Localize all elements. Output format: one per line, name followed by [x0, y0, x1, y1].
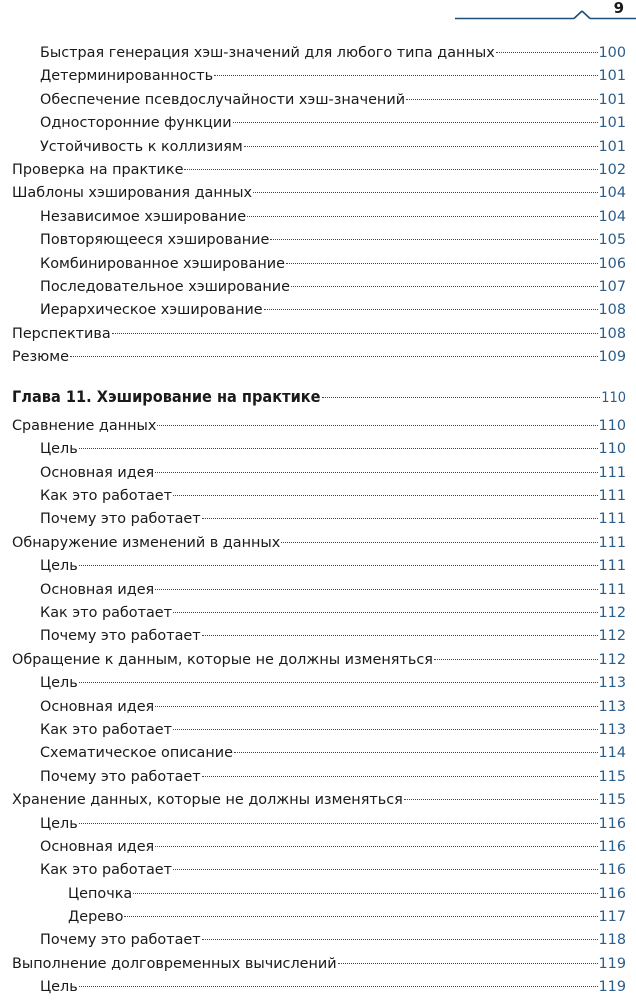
toc-entry — [12, 229, 626, 252]
dot-leader — [253, 192, 597, 193]
toc-entry-title: Перспектива — [12, 325, 111, 342]
toc-entry-title: Дерево — [68, 909, 124, 926]
toc-entry-title: Детерминированность — [40, 68, 214, 85]
toc-entry — [12, 813, 626, 836]
toc-entry-page: 110 — [598, 441, 626, 458]
toc-entry — [12, 906, 626, 929]
toc-entry — [12, 696, 626, 719]
toc-entry-page: 104 — [598, 208, 626, 225]
dot-leader — [79, 682, 598, 683]
toc-entry — [12, 415, 626, 438]
toc-entry-title: Быстрая генерация хэш-значений для любого типа данных — [40, 45, 495, 61]
toc-entry — [12, 159, 626, 182]
toc-entry-page: 112 — [598, 604, 626, 621]
header-rule — [0, 0, 636, 36]
toc-entry-page: 116 — [598, 862, 626, 879]
toc-entry-title: Почему это работает — [40, 768, 201, 785]
toc-entry-title: Обнаружение изменений в данных — [12, 534, 281, 551]
toc-entry-page: 104 — [598, 185, 626, 202]
toc-entry-page: 101 — [598, 115, 626, 132]
toc-entry — [12, 579, 626, 602]
toc-entry — [12, 182, 626, 205]
toc-entry — [12, 65, 626, 88]
dot-leader — [79, 823, 598, 824]
toc-entry-title: Почему это работает — [40, 511, 201, 528]
toc-entry-title: Цель — [40, 675, 78, 692]
toc-entry-page: 119 — [598, 955, 626, 972]
dot-leader — [157, 425, 597, 426]
toc-entry-title: Сравнение данных — [12, 417, 157, 434]
toc-entry-page: 118 — [598, 932, 626, 949]
dot-leader — [234, 752, 598, 753]
toc-entry-title: Проверка на практике — [12, 161, 184, 178]
toc-entry — [12, 136, 626, 159]
toc-entry — [12, 42, 626, 65]
dot-leader — [214, 75, 597, 76]
dot-leader — [202, 518, 598, 519]
dot-leader — [434, 659, 598, 660]
toc-entry-page: 111 — [598, 581, 626, 598]
toc-entry-title: Последовательное хэширование — [40, 278, 290, 295]
toc-entry-title: Иерархическое хэширование — [40, 302, 263, 319]
toc-entry-page: 105 — [598, 232, 626, 249]
dot-leader — [496, 52, 598, 53]
toc-entry-title: Хранение данных, которые не должны изменяться — [12, 792, 403, 809]
table-of-contents — [12, 42, 626, 1000]
toc-entry-page: 111 — [598, 464, 626, 481]
toc-entry-title: Как это работает — [40, 488, 173, 505]
toc-entry-title: Цель — [40, 979, 78, 996]
toc-entry-page: 112 — [598, 651, 626, 668]
dot-leader — [155, 846, 597, 847]
toc-entry-page: 111 — [598, 558, 626, 575]
toc-entry-page: 111 — [598, 534, 626, 551]
toc-entry-title: Резюме — [12, 349, 70, 366]
dot-leader — [173, 495, 597, 496]
toc-entry — [12, 438, 626, 461]
dot-leader — [406, 99, 597, 100]
toc-entry-title: Почему это работает — [40, 628, 201, 645]
toc-entry-page: 108 — [598, 302, 626, 319]
toc-entry-title: Основная идея — [40, 698, 155, 715]
dot-leader — [70, 356, 598, 357]
toc-entry-page: 114 — [598, 745, 626, 762]
toc-entry — [12, 649, 626, 672]
dot-leader — [202, 635, 598, 636]
toc-entry — [12, 789, 626, 812]
toc-entry-title: Обеспечение псевдослучайности хэш-значений — [40, 91, 406, 108]
dot-leader — [173, 729, 597, 730]
toc-entry-page: 101 — [598, 68, 626, 85]
toc-entry — [12, 346, 626, 369]
toc-entry-page: 111 — [598, 488, 626, 505]
toc-entry-title: Комбинированное хэширование — [40, 255, 285, 272]
toc-entry — [12, 742, 626, 765]
page-number: 9 — [613, 0, 624, 17]
toc-entry-page: 113 — [598, 675, 626, 692]
toc-entry-page: 115 — [598, 768, 626, 785]
toc-entry-title: Устойчивость к коллизиям — [40, 138, 243, 155]
toc-entry-title: Глава 11. Хэширование на практике — [12, 387, 321, 407]
dot-leader — [281, 542, 597, 543]
toc-entry-page: 101 — [598, 138, 626, 155]
dot-leader — [233, 122, 598, 123]
toc-entry-page: 113 — [598, 721, 626, 738]
toc-entry-title: Обращение к данным, которые не должны изменяться — [12, 651, 433, 668]
toc-entry — [12, 929, 626, 952]
toc-entry — [12, 299, 626, 322]
toc-entry — [12, 836, 626, 859]
toc-entry — [12, 253, 626, 276]
toc-entry-title: Независимое хэширование — [40, 208, 247, 225]
toc-entry — [12, 532, 626, 555]
toc-entry — [12, 602, 626, 625]
dot-leader — [173, 869, 597, 870]
toc-entry-title: Цель — [40, 815, 78, 832]
toc-entry-page: 113 — [598, 698, 626, 715]
toc-entry — [12, 89, 626, 112]
dot-leader — [270, 239, 597, 240]
toc-entry-page: 116 — [598, 885, 626, 902]
dot-leader — [155, 472, 597, 473]
toc-entry-title: Цель — [40, 441, 78, 458]
toc-entry — [12, 112, 626, 135]
toc-entry-title: Повторяющееся хэширование — [40, 232, 270, 249]
toc-entry-page: 110 — [601, 390, 626, 407]
toc-entry — [12, 883, 626, 906]
toc-entry-page: 102 — [598, 161, 626, 178]
dot-leader — [322, 397, 601, 398]
toc-entry-title: Схематическое описание — [40, 745, 233, 762]
dot-leader — [133, 893, 597, 894]
toc-entry — [12, 206, 626, 229]
toc-entry-title: Основная идея — [40, 464, 155, 481]
toc-entry-title: Цель — [40, 558, 78, 575]
toc-entry-page: 108 — [598, 325, 626, 342]
dot-leader — [202, 939, 598, 940]
dot-leader — [155, 589, 597, 590]
toc-entry — [12, 953, 626, 976]
toc-entry — [12, 276, 626, 299]
toc-entry-page: 101 — [598, 91, 626, 108]
toc-entry-title: Основная идея — [40, 838, 155, 855]
dot-leader — [338, 963, 598, 964]
toc-entry-title: Выполнение долговременных вычислений — [12, 955, 337, 972]
dot-leader — [112, 333, 598, 334]
toc-entry-page: 115 — [598, 792, 626, 809]
toc-entry-page: 107 — [598, 278, 626, 295]
toc-entry-page: 106 — [598, 255, 626, 272]
toc-entry-page: 112 — [598, 628, 626, 645]
toc-entry-title: Как это работает — [40, 862, 173, 879]
toc-entry — [12, 766, 626, 789]
toc-entry — [12, 508, 626, 531]
toc-entry-title: Шаблоны хэширования данных — [12, 185, 253, 202]
toc-entry-page: 119 — [598, 979, 626, 996]
dot-leader — [291, 286, 598, 287]
dot-leader — [184, 169, 597, 170]
toc-entry — [12, 976, 626, 999]
toc-entry — [12, 323, 626, 346]
toc-entry-title: Как это работает — [40, 721, 173, 738]
toc-entry — [12, 672, 626, 695]
toc-entry-title: Почему это работает — [40, 932, 201, 949]
toc-entry-page: 116 — [598, 838, 626, 855]
toc-entry — [12, 485, 626, 508]
toc-entry-page: 116 — [598, 815, 626, 832]
dot-leader — [264, 309, 598, 310]
page-header — [0, 0, 636, 36]
dot-leader — [155, 706, 597, 707]
dot-leader — [404, 799, 598, 800]
dot-leader — [202, 776, 598, 777]
toc-entry-page: 109 — [598, 349, 626, 366]
toc-entry-page: 100 — [598, 45, 626, 61]
toc-entry — [12, 462, 626, 485]
dot-leader — [79, 986, 598, 987]
toc-entry-title: Односторонние функции — [40, 115, 232, 132]
toc-entry — [12, 719, 626, 742]
toc-entry — [12, 625, 626, 648]
dot-leader — [79, 565, 598, 566]
toc-entry-title: Основная идея — [40, 581, 155, 598]
toc-entry-title: Цепочка — [68, 885, 133, 902]
dot-leader — [244, 146, 598, 147]
toc-entry-page: 110 — [598, 417, 626, 434]
dot-leader — [286, 263, 598, 264]
toc-chapter-entry — [12, 385, 626, 408]
dot-leader — [79, 448, 598, 449]
dot-leader — [173, 612, 597, 613]
dot-leader — [247, 216, 597, 217]
toc-entry — [12, 859, 626, 882]
toc-entry-page: 111 — [598, 511, 626, 528]
dot-leader — [124, 916, 597, 917]
toc-entry-page: 117 — [598, 909, 626, 926]
toc-entry — [12, 555, 626, 578]
toc-entry-title: Как это работает — [40, 604, 173, 621]
